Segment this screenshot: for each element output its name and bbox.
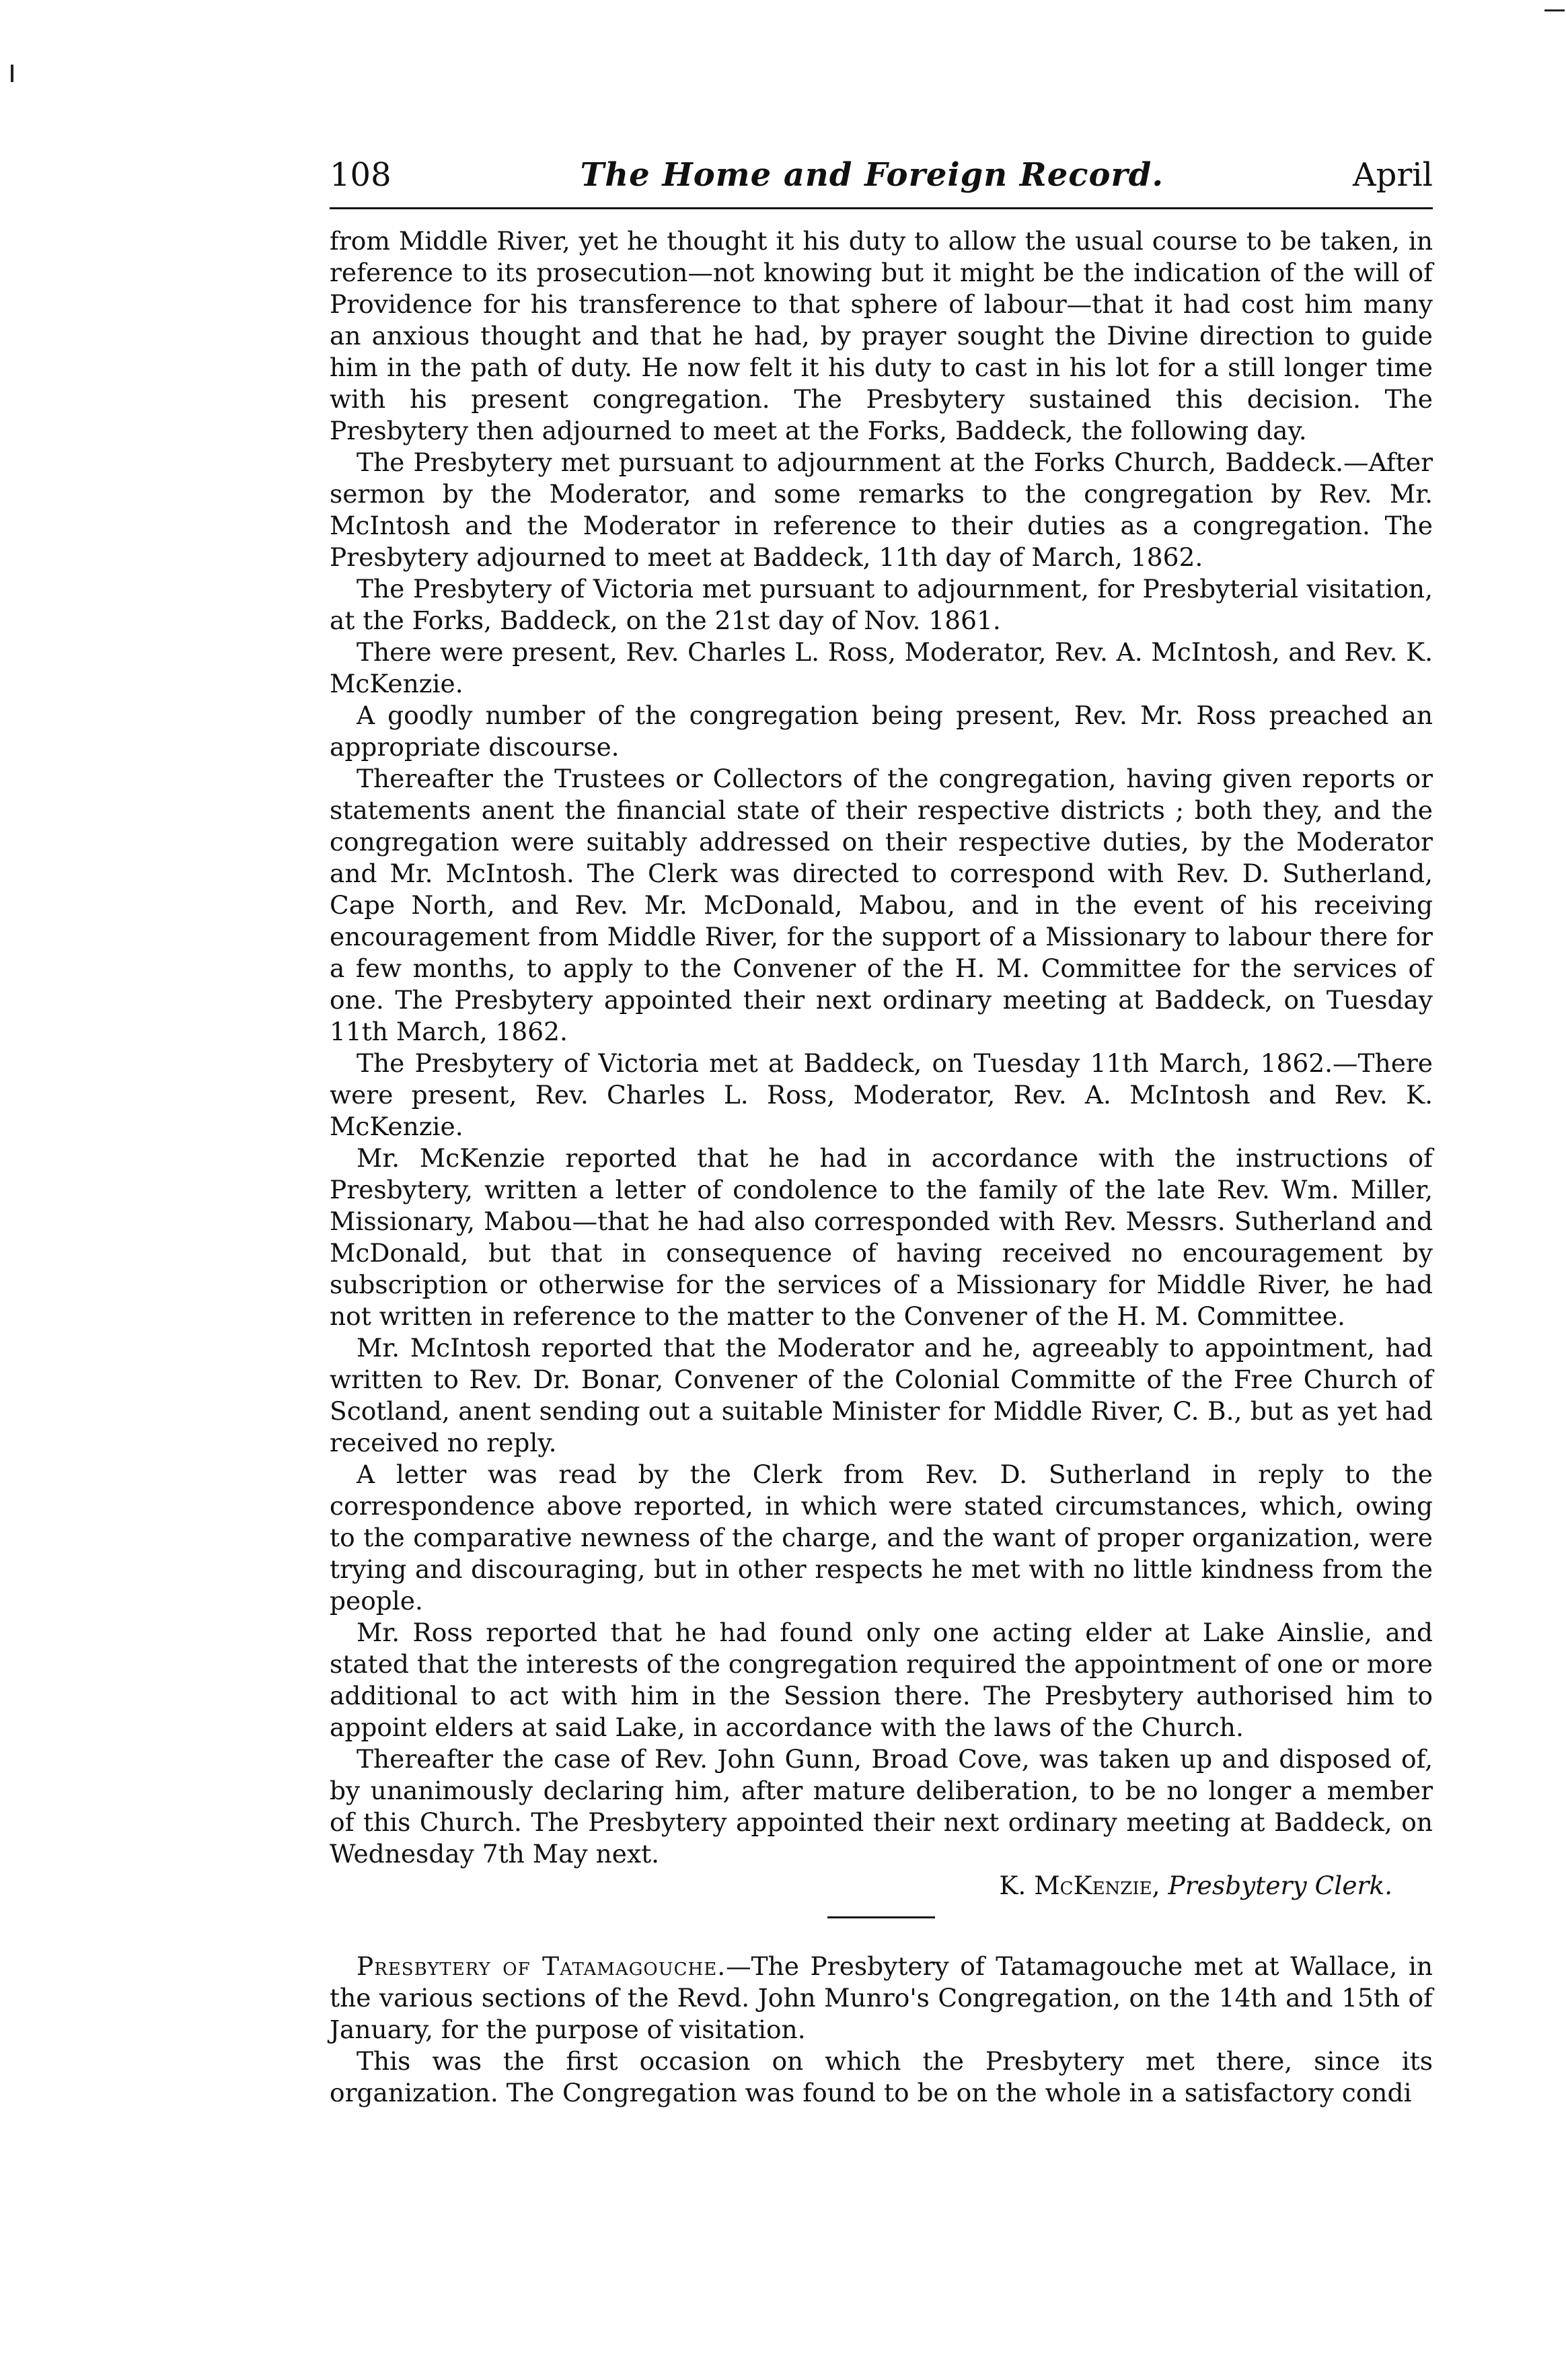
running-header xyxy=(330,155,1433,209)
issue-month: April xyxy=(1352,156,1433,194)
paragraph: A letter was read by the Clerk from Rev. D. Sutherland in reply to the correspondence above reported, in which were stated circumstances, which, owing to the comparative newness of the charge, and the want of proper organization, were trying and discouraging, but in other respects he met with no little kindness from the people. xyxy=(330,1459,1433,1616)
page-number: 108 xyxy=(330,156,392,194)
paragraph: Thereafter the Trustees or Collectors of the congregation, having given reports or statements anent the financial state of their respective districts ; both they, and the congregation were suitably addressed on their respective duties, by the Moderator and Mr. McIntosh. The Clerk was directed to correspond with Rev. D. Sutherland, Cape North, and Rev. Mr. McDonald, Mabou, and in the event of his receiving encouragement from Middle River, for the support of a Missionary to labour there for a few months, to apply to the Convener of the H. M. Committee for the services of one. The Presbytery appointed their next ordinary meeting at Baddeck, on Tuesday 11th March, 1862. xyxy=(330,764,1433,1046)
section-text: —The Presbytery of Tatamagouche met at Wallace, in the various sections of the Revd. John Munro's Congregation, on the 14th and 15th of January, for the purpose of visitation. xyxy=(330,1951,1433,2044)
journal-title: The Home and Foreign Record. xyxy=(580,156,1164,194)
page-edge-mark xyxy=(11,65,13,82)
article-body xyxy=(330,225,1433,2109)
paragraph: Mr. McKenzie reported that he had in accordance with the instructions of Presbytery, written a letter of condolence to the family of the late Rev. Wm. Miller, Missionary, Mabou—that he had also corresponded with Rev. Messrs. Sutherland and McDonald, but that in consequence of having received no encouragement by subscription or otherwise for the services of a Missionary for Middle River, he had not written in reference to the matter to the Convener of the H. M. Committee. xyxy=(330,1143,1433,1331)
section-paragraph xyxy=(330,1951,1433,2046)
paragraph: The Presbytery of Victoria met pursuant to adjournment, for Presbyterial visitation, at the Forks, Baddeck, on the 21st day of Nov. 1861. xyxy=(330,574,1433,635)
section-divider xyxy=(827,1916,935,1918)
signature-role: Presbytery Clerk. xyxy=(1168,1871,1392,1900)
paragraph: The Presbytery met pursuant to adjournment at the Forks Church, Baddeck.—After sermon by the Moderator, and some remarks to the congregation by Rev. Mr. McIntosh and the Moderator in reference to their duties as a congregation. The Presbytery adjourned to meet at Baddeck, 11th day of March, 1862. xyxy=(330,447,1433,572)
paragraph: Mr. McIntosh reported that the Moderator and he, agreeably to appointment, had written to Rev. Dr. Bonar, Convener of the Colonial Committe of the Free Church of Scotland, anent sending out a suitable Minister for Middle River, C. B., but as yet had received no reply. xyxy=(330,1333,1433,1457)
paragraph: Thereafter the case of Rev. John Gunn, Broad Cove, was taken up and disposed of, by unanimously declaring him, after mature deliberation, to be no longer a member of this Church. The Presbytery appointed their next ordinary meeting at Baddeck, on Wednesday 7th May next. xyxy=(330,1744,1433,1869)
document-page xyxy=(330,155,1433,2109)
signature xyxy=(330,1870,1392,1902)
paragraph: from Middle River, yet he thought it his duty to allow the usual course to be taken, in reference to its prosecution—not knowing but it might be the indication of the will of Providence for his transference to that sphere of labour—that it had cost him many an anxious thought and that he had, by prayer sought the Divine direction to guide him in the path of duty. He now felt it his duty to cast in his lot for a still longer time with his present congregation. The Presbytery sustained this decision. The Presbytery then adjourned to meet at the Forks, Baddeck, the following day. xyxy=(330,226,1433,445)
paragraph: There were present, Rev. Charles L. Ross, Moderator, Rev. A. McIntosh, and Rev. K. McKenzie. xyxy=(330,637,1433,698)
paragraph: This was the first occasion on which the Presbytery met there, since its organization. The Congregation was found to be on the whole in a satisfactory condi xyxy=(330,2046,1433,2107)
paragraph: The Presbytery of Victoria met at Baddeck, on Tuesday 11th March, 1862.—There were present, Rev. Charles L. Ross, Moderator, Rev. A. McIntosh and Rev. K. McKenzie. xyxy=(330,1048,1433,1141)
signature-name: K. McKenzie, xyxy=(999,1871,1160,1900)
paragraph: Mr. Ross reported that he had found only one acting elder at Lake Ainslie, and stated that the interests of the congregation required the appointment of one or more additional to act with him in the Session there. The Presbytery authorised him to appoint elders at said Lake, in accordance with the laws of the Church. xyxy=(330,1618,1433,1742)
paragraph: A goodly number of the congregation being present, Rev. Mr. Ross preached an appropriate discourse. xyxy=(330,700,1433,762)
section-heading: Presbytery of Tatamagouche. xyxy=(357,1951,726,1981)
page-edge-mark xyxy=(1544,9,1565,11)
